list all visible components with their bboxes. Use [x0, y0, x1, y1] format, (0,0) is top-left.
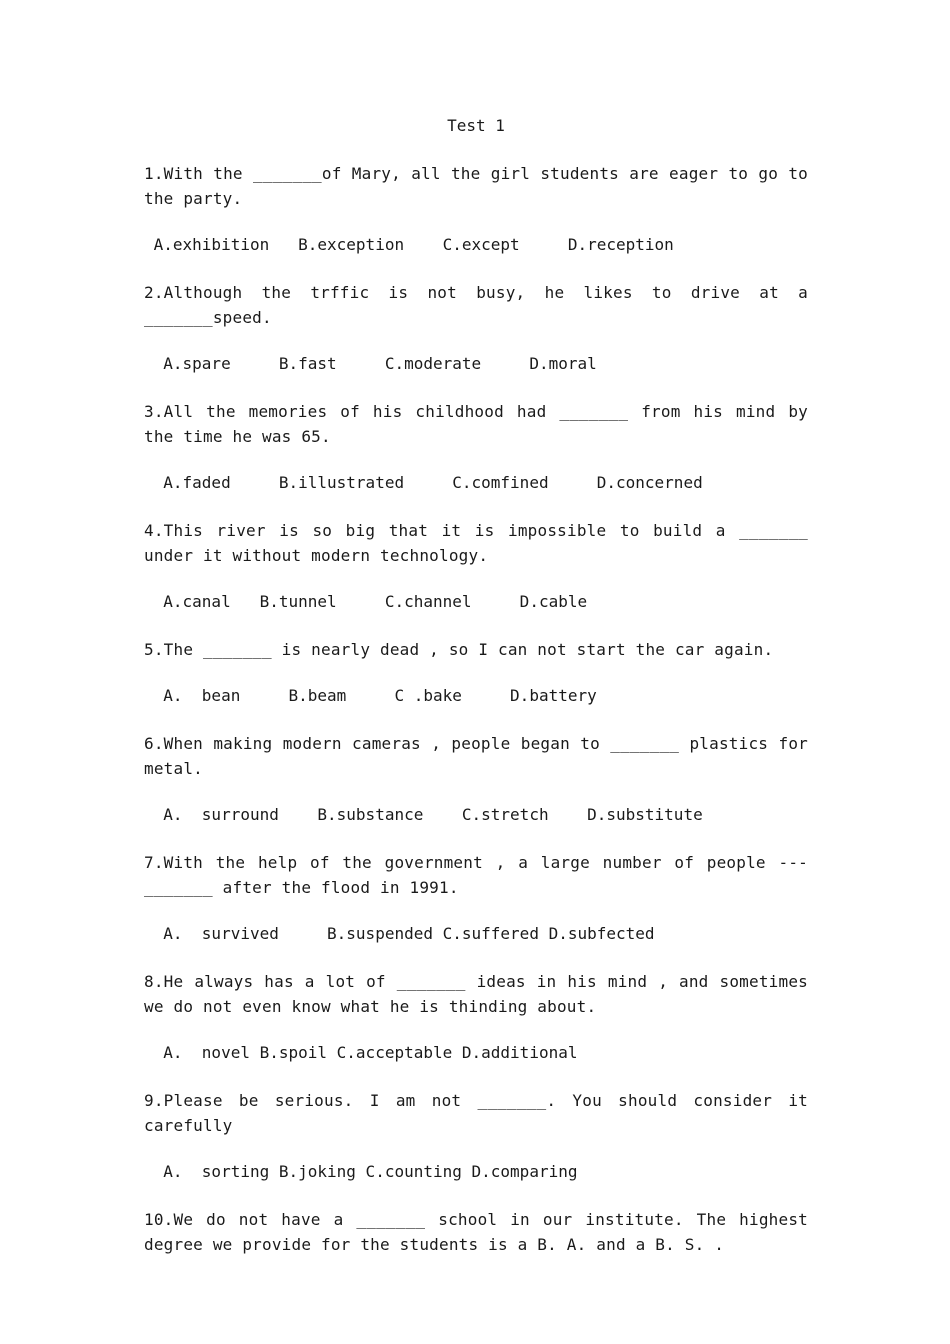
question-text: 9.Please be serious. I am not _______. You should consider it carefully: [144, 1091, 808, 1135]
question-5: [144, 637, 808, 708]
answer-options: A.faded B.illustrated C.comfined D.concerned: [144, 473, 703, 492]
answer-options: A. novel B.spoil C.acceptable D.additional: [144, 1043, 578, 1062]
question-text: 7.With the help of the government , a large number of people ---_______ after the flood in 1991.: [144, 853, 808, 897]
document-page: [144, 114, 808, 1257]
question-6: [144, 731, 808, 827]
question-text: 1.With the _______of Mary, all the girl students are eager to go to the party.: [144, 164, 808, 208]
question-4: [144, 518, 808, 614]
question-8: [144, 969, 808, 1065]
question-text: 10.We do not have a _______ school in our institute. The highest degree we provide for the students is a B. A. and a B. S. .: [144, 1210, 808, 1254]
page-title: Test 1: [447, 116, 505, 135]
answer-options: A.exhibition B.exception C.except D.reception: [144, 235, 674, 254]
question-text: 2.Although the trffic is not busy, he likes to drive at a _______speed.: [144, 283, 808, 327]
question-2: [144, 280, 808, 376]
question-1: [144, 161, 808, 257]
answer-options: A.canal B.tunnel C.channel D.cable: [144, 592, 588, 611]
question-text: 6.When making modern cameras , people began to _______ plastics for metal.: [144, 734, 808, 778]
answer-options: A. survived B.suspended C.suffered D.subfected: [144, 924, 655, 943]
answer-options: A. sorting B.joking C.counting D.comparing: [144, 1162, 578, 1181]
answer-options: A. bean B.beam C .bake D.battery: [144, 686, 597, 705]
question-3: [144, 399, 808, 495]
question-text: 3.All the memories of his childhood had _______ from his mind by the time he was 65.: [144, 402, 808, 446]
answer-options: A.spare B.fast C.moderate D.moral: [144, 354, 597, 373]
answer-options: A. surround B.substance C.stretch D.substitute: [144, 805, 703, 824]
question-7: [144, 850, 808, 946]
question-10: [144, 1207, 808, 1257]
question-text: 4.This river is so big that it is impossible to build a _______ under it without modern technology.: [144, 521, 808, 565]
question-9: [144, 1088, 808, 1184]
question-text: 8.He always has a lot of _______ ideas in his mind , and sometimes we do not even know what he is thinding about.: [144, 972, 808, 1016]
question-text: 5.The _______ is nearly dead , so I can not start the car again.: [144, 640, 774, 659]
